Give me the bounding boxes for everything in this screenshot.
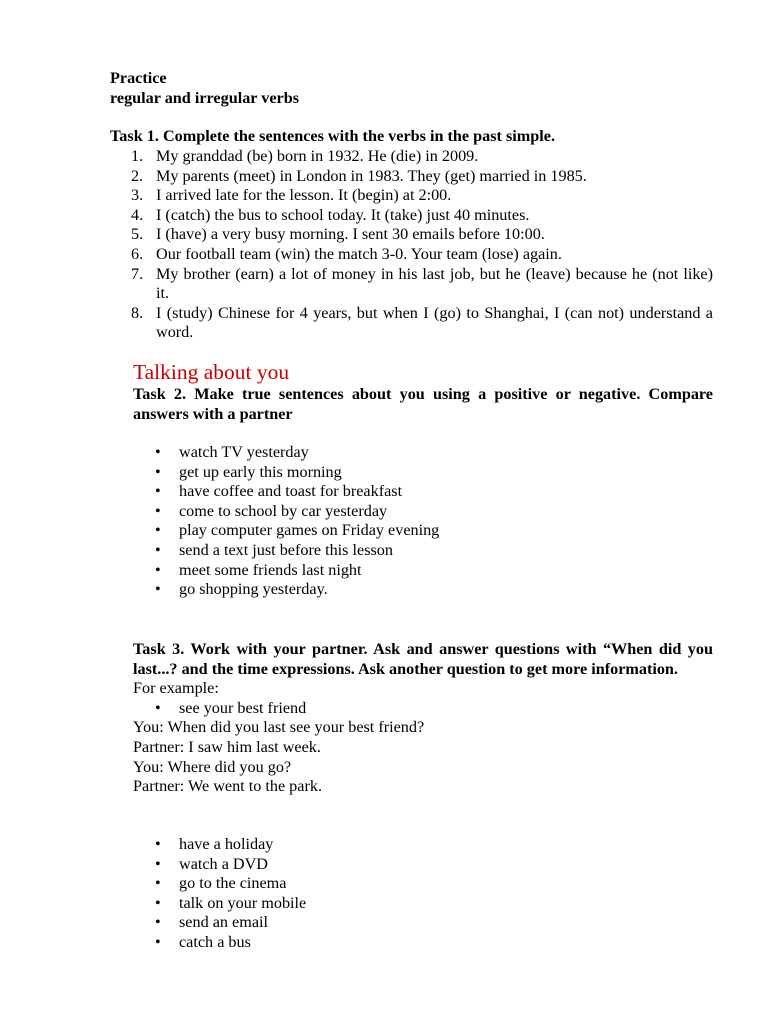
item-text: Our football team (win) the match 3-0. Your team (lose) again. — [156, 244, 562, 263]
document-header — [110, 69, 299, 108]
list-item — [110, 245, 713, 265]
dialogue-line: You: Where did you go? — [133, 757, 292, 776]
item-text: go shopping yesterday. — [179, 580, 328, 599]
list-item — [133, 580, 439, 600]
item-text: have a holiday — [179, 835, 274, 853]
bullet-icon: • — [155, 913, 161, 932]
item-text: get up early this morning — [179, 462, 342, 481]
bullet-icon: • — [155, 521, 161, 540]
bullet-icon: • — [155, 698, 161, 717]
bullet-icon: • — [155, 540, 161, 559]
item-number: 6. — [131, 244, 144, 263]
bullet-icon: • — [155, 501, 161, 520]
bullet-icon: • — [155, 462, 161, 481]
task1-list — [110, 147, 713, 343]
item-number: 5. — [131, 225, 144, 244]
bullet-icon: • — [155, 893, 161, 912]
bullet-icon: • — [155, 443, 161, 461]
list-item — [133, 913, 306, 933]
task2-list — [133, 443, 439, 600]
bullet-icon: • — [155, 835, 161, 853]
example-list — [133, 699, 713, 719]
list-item — [110, 147, 713, 167]
list-item — [133, 502, 439, 522]
item-text: come to school by car yesterday — [179, 501, 388, 520]
item-text: My parents (meet) in London in 1983. They (get) married in 1985. — [156, 166, 587, 185]
list-item — [133, 699, 713, 719]
item-text: meet some friends last night — [179, 560, 362, 579]
list-item — [133, 521, 439, 541]
item-number: 7. — [131, 264, 144, 283]
list-item — [133, 443, 439, 463]
list-item — [133, 855, 306, 875]
item-text: catch a bus — [179, 932, 251, 951]
list-item — [110, 225, 713, 245]
item-text: talk on your mobile — [179, 893, 307, 912]
item-number: 3. — [131, 186, 144, 205]
dialogue-line: You: When did you last see your best friend? — [133, 718, 425, 737]
page-title: Practice — [110, 69, 167, 87]
bullet-icon: • — [155, 932, 161, 951]
bullet-icon: • — [155, 560, 161, 579]
bullet-icon: • — [155, 482, 161, 501]
list-item — [133, 541, 439, 561]
item-number: 8. — [131, 303, 144, 322]
list-item — [110, 265, 713, 304]
item-text: My granddad (be) born in 1932. He (die) in 2009. — [156, 147, 479, 165]
list-item — [133, 463, 439, 483]
item-text: I arrived late for the lesson. It (begin) at 2:00. — [156, 186, 452, 205]
item-text: have coffee and toast for breakfast — [179, 482, 403, 501]
list-item — [110, 186, 713, 206]
example-label: For example: — [133, 679, 219, 698]
list-item — [110, 304, 713, 343]
list-item — [133, 561, 439, 581]
item-text: send a text just before this lesson — [179, 540, 393, 559]
task2-title: Task 2. Make true sentences about you using a positive or negative. Compare answers with a partner — [133, 385, 713, 423]
item-text: I (catch) the bus to school today. It (take) just 40 minutes. — [156, 205, 530, 224]
list-item — [133, 894, 306, 914]
list-item — [133, 933, 306, 953]
bullet-icon: • — [155, 874, 161, 893]
item-text: send an email — [179, 913, 268, 932]
task3-list — [133, 835, 306, 953]
item-text: watch a DVD — [179, 854, 268, 873]
dialogue-line: Partner: I saw him last week. — [133, 737, 321, 756]
item-text: I (have) a very busy morning. I sent 30 emails before 10:00. — [156, 225, 545, 244]
bullet-icon: • — [155, 580, 161, 599]
task3-section — [133, 640, 713, 797]
list-item — [133, 874, 306, 894]
section-heading: Talking about you — [133, 360, 290, 384]
page-subtitle: regular and irregular verbs — [110, 88, 300, 107]
bullet-icon: • — [155, 854, 161, 873]
item-text: play computer games on Friday evening — [179, 521, 440, 540]
item-number: 4. — [131, 205, 144, 224]
list-item — [110, 167, 713, 187]
list-item — [133, 835, 306, 855]
task1-title: Task 1. Complete the sentences with the verbs in the past simple. — [110, 127, 556, 145]
item-number: 2. — [131, 166, 144, 185]
dialogue-line: Partner: We went to the park. — [133, 777, 322, 796]
section-talking-about-you — [133, 359, 713, 424]
item-text: go to the cinema — [179, 874, 287, 893]
item-text: see your best friend — [179, 698, 307, 717]
list-item — [110, 206, 713, 226]
item-number: 1. — [131, 147, 144, 165]
item-text: watch TV yesterday — [179, 443, 309, 461]
task3-title: Task 3. Work with your partner. Ask and answer questions with “When did you last...? and the time expressions. Ask another question to get more information. — [133, 640, 713, 678]
item-text: My brother (earn) a lot of money in his last job, but he (leave) because he (not like) it. — [156, 264, 713, 303]
list-item — [133, 482, 439, 502]
item-text: I (study) Chinese for 4 years, but when I (go) to Shanghai, I (can not) understand a word. — [156, 303, 713, 342]
